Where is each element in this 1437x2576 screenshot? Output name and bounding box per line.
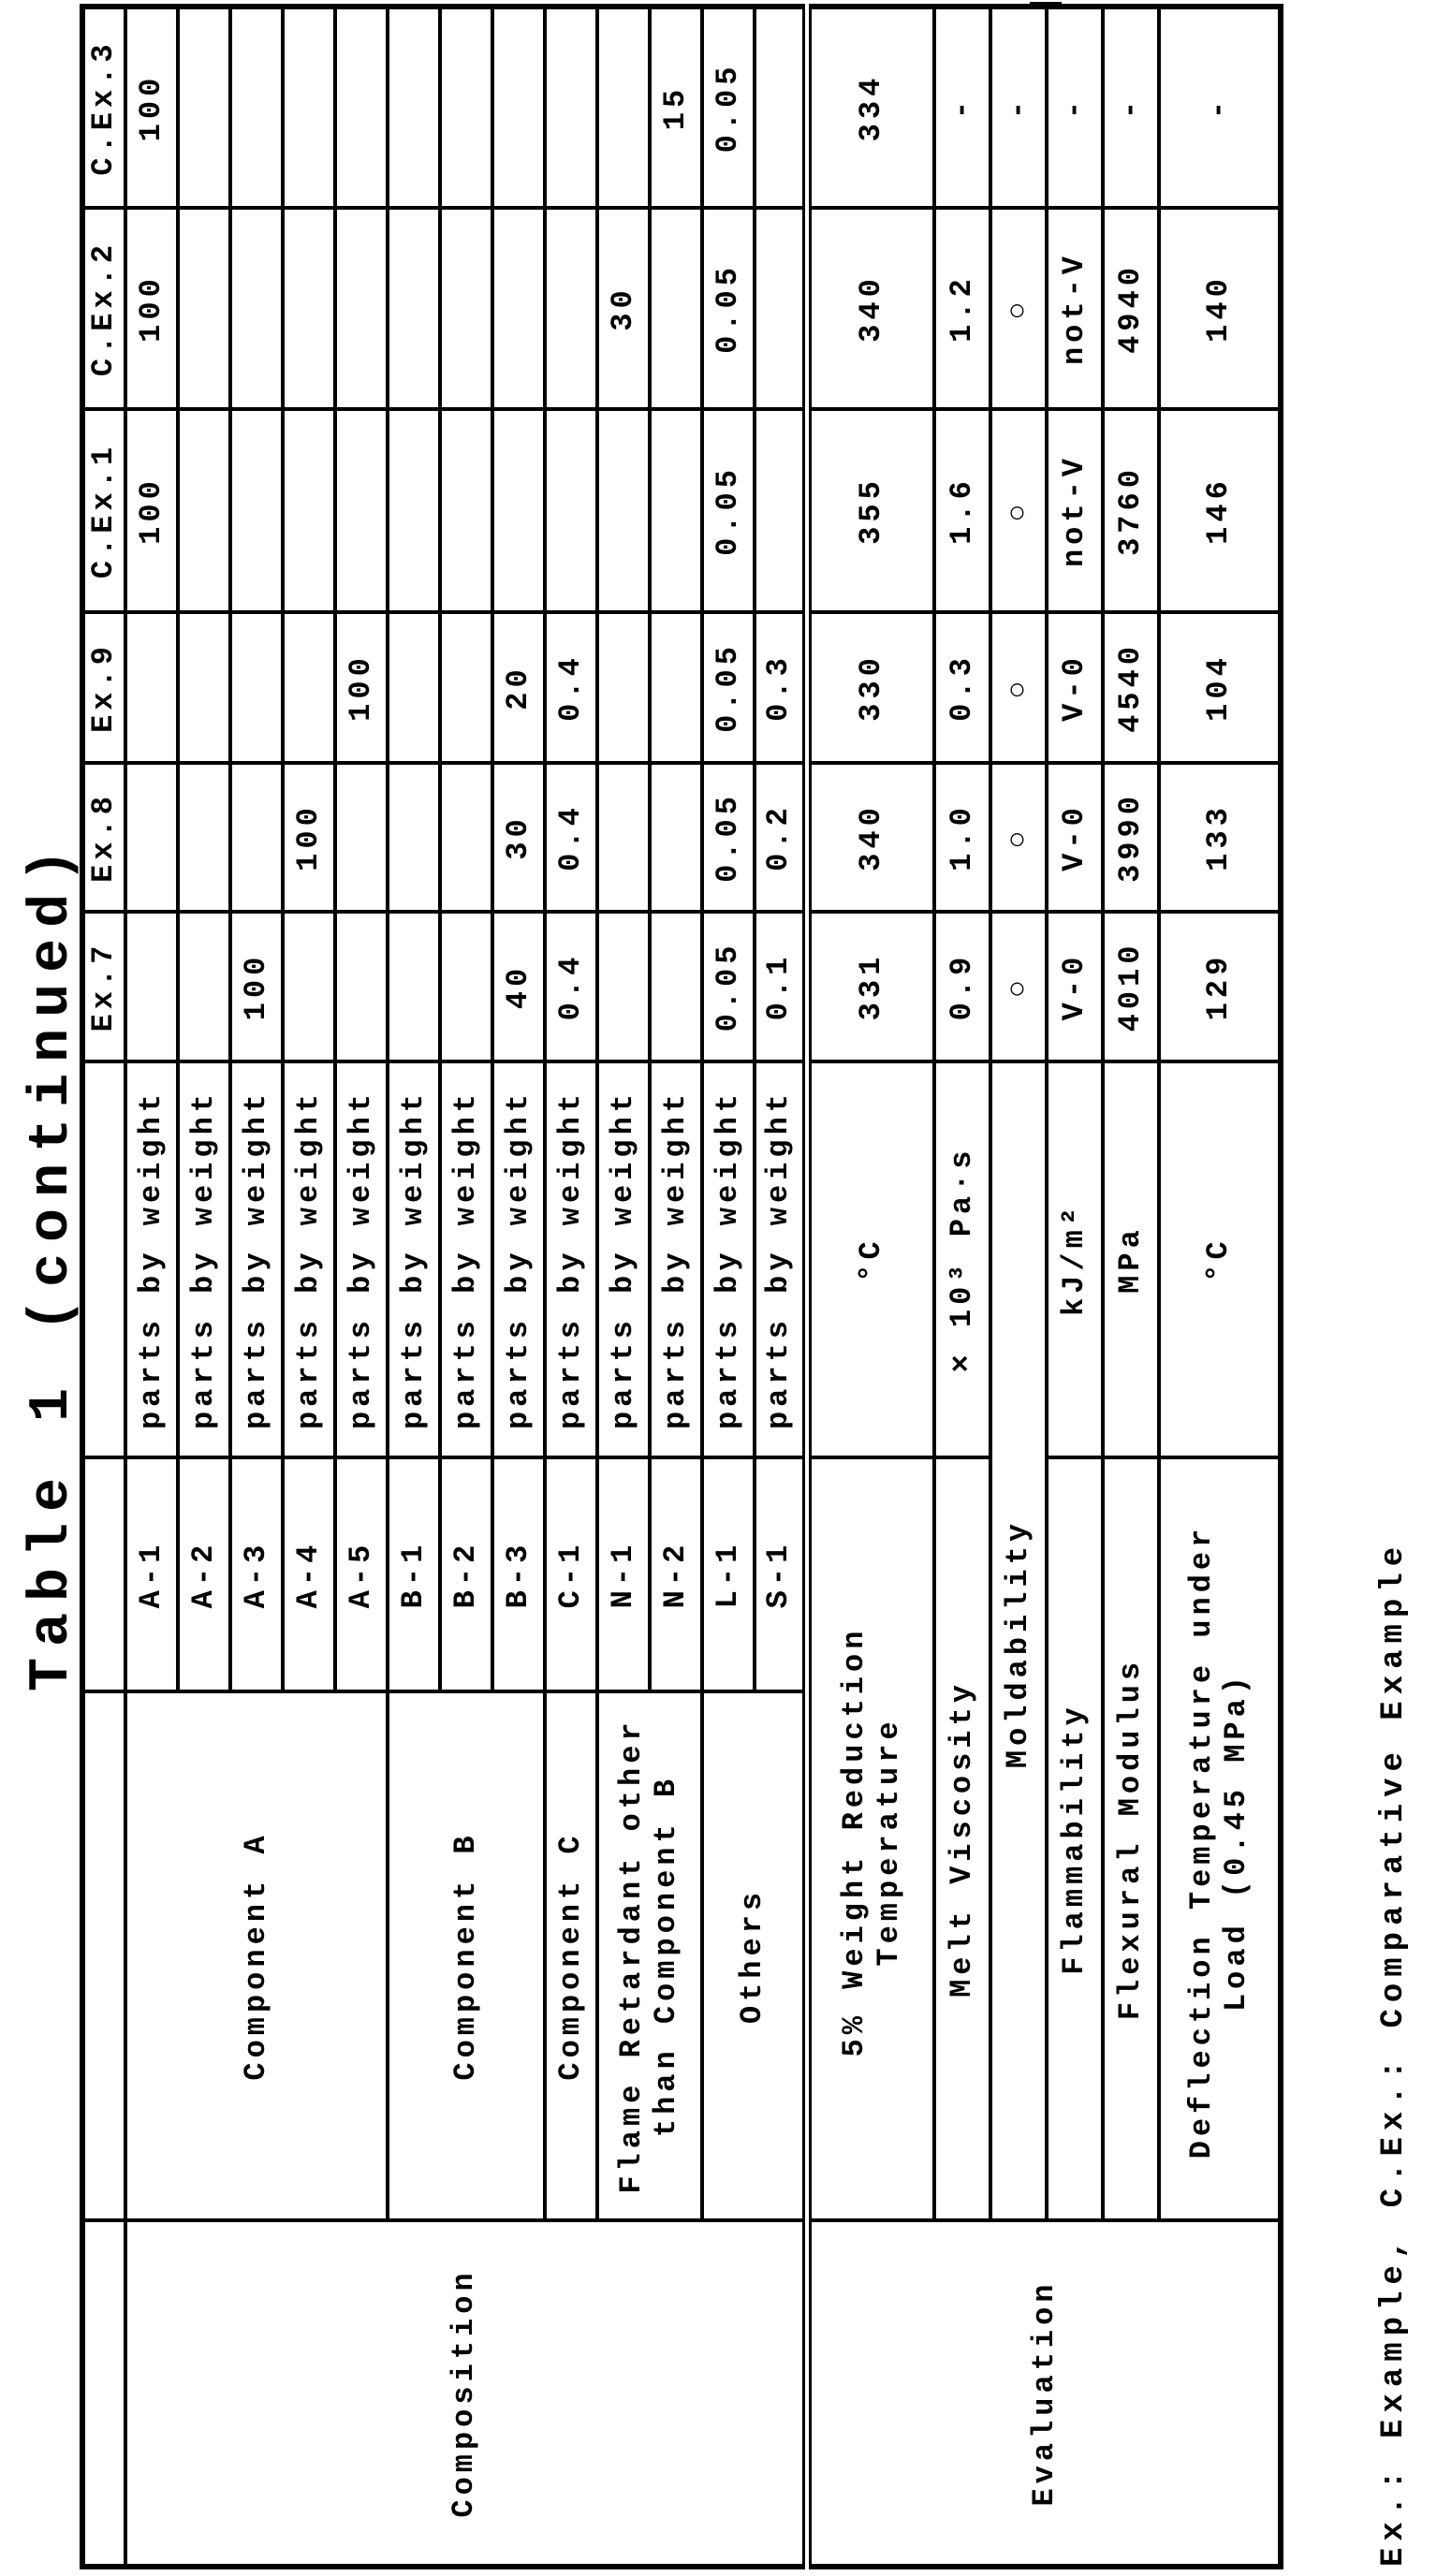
table-row [702,7,755,2567]
column-header: Ex.8 [82,763,125,912]
value-cell [545,208,597,409]
value-cell: - [934,7,990,208]
value-cell: - [1159,7,1281,208]
value-cell [178,208,230,409]
value-cell [650,409,702,612]
value-cell: 133 [1159,763,1281,912]
value-cell [283,409,335,612]
value-cell: 0.05 [702,763,755,912]
value-cell: 4940 [1103,208,1159,409]
value-cell [388,7,440,208]
corner-cell [82,2220,125,2567]
value-cell [388,912,440,1061]
table-row [125,7,178,2567]
code-cell: A-4 [283,1457,335,1691]
unit-cell: kJ/m² [1047,1061,1103,1457]
value-cell [125,763,178,912]
value-cell [178,612,230,763]
unit-cell: parts by weight [230,1061,283,1457]
value-cell [492,409,545,612]
code-cell: N-2 [650,1457,702,1691]
unit-cell: °C [807,1061,934,1457]
code-cell: B-2 [440,1457,492,1691]
value-cell [597,409,650,612]
column-header: C.Ex.2 [82,208,125,409]
value-cell: 340 [807,763,934,912]
value-cell [283,208,335,409]
value-cell [388,763,440,912]
unit-cell: parts by weight [440,1061,492,1457]
code-cell: A-1 [125,1457,178,1691]
value-cell [755,409,807,612]
table-row [990,7,1047,2567]
value-cell [755,208,807,409]
value-cell [650,208,702,409]
value-cell [440,208,492,409]
value-cell [650,612,702,763]
code-cell: A-5 [335,1457,388,1691]
value-cell: 100 [125,208,178,409]
value-cell [597,7,650,208]
value-cell: 340 [807,208,934,409]
eval-name-cell: Deflection Temperature under Load (0.45 MPa) [1159,1457,1281,2220]
value-cell [440,763,492,912]
code-cell: N-1 [597,1457,650,1691]
value-cell: 4540 [1103,612,1159,763]
value-cell [230,763,283,912]
value-cell: 0.3 [934,612,990,763]
value-cell [492,7,545,208]
category-cell: Evaluation [807,2220,1281,2567]
value-cell [178,912,230,1061]
code-cell: S-1 [755,1457,807,1691]
value-cell [440,912,492,1061]
data-table [80,4,1283,2569]
value-cell: 355 [807,409,934,612]
value-cell: 100 [230,912,283,1061]
unit-cell: × 10³ Pa·s [934,1061,990,1457]
value-cell [755,7,807,208]
code-cell: L-1 [702,1457,755,1691]
corner-cell [82,1457,125,1691]
eval-name-cell: Flammability [1047,1457,1103,2220]
value-cell: 0.4 [545,912,597,1061]
value-cell [230,7,283,208]
unit-cell: parts by weight [335,1061,388,1457]
column-header: Ex.9 [82,612,125,763]
group-cell: Component B [388,1691,545,2220]
value-cell: 331 [807,912,934,1061]
value-cell [440,409,492,612]
corner-cell [82,1691,125,2220]
value-cell: 0.05 [702,912,755,1061]
value-cell: 1.2 [934,208,990,409]
value-cell [597,912,650,1061]
corner-cell [82,1061,125,1457]
value-cell [283,7,335,208]
value-cell: ○ [990,208,1047,409]
value-cell: - [990,7,1047,208]
value-cell: 0.9 [934,912,990,1061]
value-cell [545,409,597,612]
eval-name-cell: Melt Viscosity [934,1457,990,2220]
table-row [1103,7,1159,2567]
value-cell: V-0 [1047,612,1103,763]
value-cell: not-V [1047,409,1103,612]
value-cell: 104 [1159,612,1281,763]
code-cell: B-3 [492,1457,545,1691]
value-cell [283,612,335,763]
table-title: Table 1 (continued) [21,837,84,1691]
eval-name-cell: Flexural Modulus [1103,1457,1159,2220]
value-cell [125,912,178,1061]
value-cell [650,763,702,912]
value-cell: 0.05 [702,612,755,763]
eval-name-cell: 5% Weight Reduction Temperature [807,1457,934,2220]
unit-cell: parts by weight [597,1061,650,1457]
table-row [545,7,597,2567]
value-cell [335,409,388,612]
unit-cell: °C [1159,1061,1281,1457]
table-row [934,7,990,2567]
code-cell: C-1 [545,1457,597,1691]
table-row [597,7,650,2567]
value-cell: 30 [597,208,650,409]
value-cell [597,763,650,912]
value-cell: 40 [492,912,545,1061]
value-cell: 30 [492,763,545,912]
category-cell: Composition [125,2220,807,2567]
group-cell: Component A [125,1691,388,2220]
table-row [388,7,440,2567]
value-cell: 100 [335,612,388,763]
value-cell: V-0 [1047,912,1103,1061]
unit-cell: parts by weight [125,1061,178,1457]
value-cell [230,612,283,763]
eval-name-cell: Moldability [990,1061,1047,2220]
value-cell: 1.6 [934,409,990,612]
value-cell [335,763,388,912]
value-cell [545,7,597,208]
value-cell [388,612,440,763]
group-cell: Flame Retardant other than Component B [597,1691,702,2220]
value-cell: 0.05 [702,409,755,612]
value-cell: 0.1 [755,912,807,1061]
footnote: Ex.: Example, C.Ex.: Comparative Example [1376,1540,1412,2567]
value-cell [335,208,388,409]
column-header: C.Ex.3 [82,7,125,208]
value-cell: 129 [1159,912,1281,1061]
value-cell: 100 [125,7,178,208]
value-cell: V-0 [1047,763,1103,912]
value-cell [492,208,545,409]
value-cell: 334 [807,7,934,208]
value-cell [650,912,702,1061]
unit-cell: parts by weight [755,1061,807,1457]
value-cell: 15 [650,7,702,208]
table-row [1047,7,1103,2567]
value-cell [178,763,230,912]
group-cell: Component C [545,1691,597,2220]
table-row [807,7,934,2567]
value-cell [283,912,335,1061]
value-cell [178,7,230,208]
unit-cell: parts by weight [650,1061,702,1457]
value-cell: 100 [283,763,335,912]
value-cell: 140 [1159,208,1281,409]
group-cell: Others [702,1691,807,2220]
unit-cell: parts by weight [702,1061,755,1457]
value-cell [597,612,650,763]
column-header: Ex.7 [82,912,125,1061]
value-cell: 0.4 [545,612,597,763]
value-cell: ○ [990,912,1047,1061]
value-cell: - [1103,7,1159,208]
unit-cell: parts by weight [492,1061,545,1457]
value-cell: ○ [990,409,1047,612]
unit-cell: MPa [1103,1061,1159,1457]
value-cell: ○ [990,612,1047,763]
value-cell [230,409,283,612]
value-cell: - [1047,7,1103,208]
value-cell: 1.0 [934,763,990,912]
value-cell: 146 [1159,409,1281,612]
value-cell: not-V [1047,208,1103,409]
value-cell: 3760 [1103,409,1159,612]
value-cell: 0.4 [545,763,597,912]
value-cell: 0.3 [755,612,807,763]
table-row [1159,7,1281,2567]
column-header: C.Ex.1 [82,409,125,612]
value-cell [335,7,388,208]
unit-cell: parts by weight [178,1061,230,1457]
unit-cell: parts by weight [283,1061,335,1457]
value-cell [440,7,492,208]
value-cell [335,912,388,1061]
unit-cell: parts by weight [388,1061,440,1457]
code-cell: B-1 [388,1457,440,1691]
value-cell [388,409,440,612]
value-cell [440,612,492,763]
value-cell: 3990 [1103,763,1159,912]
value-cell [230,208,283,409]
value-cell: 0.05 [702,208,755,409]
code-cell: A-3 [230,1457,283,1691]
value-cell [178,409,230,612]
code-cell: A-2 [178,1457,230,1691]
unit-cell: parts by weight [545,1061,597,1457]
value-cell: 100 [125,409,178,612]
value-cell: 0.05 [702,7,755,208]
value-cell: 0.2 [755,763,807,912]
value-cell: 330 [807,612,934,763]
value-cell: ○ [990,763,1047,912]
value-cell: 4010 [1103,912,1159,1061]
value-cell [125,612,178,763]
value-cell: 20 [492,612,545,763]
value-cell [388,208,440,409]
